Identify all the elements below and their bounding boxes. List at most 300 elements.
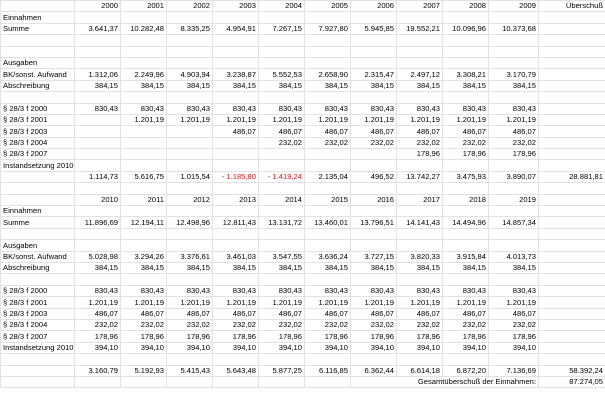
empty-cell[interactable]	[259, 57, 305, 68]
empty-cell[interactable]	[539, 35, 605, 46]
value-cell[interactable]: 7.136,69	[489, 365, 539, 376]
value-cell[interactable]: 2.135,04	[305, 171, 351, 182]
empty-cell[interactable]	[443, 354, 489, 365]
header-cell[interactable]: 2019	[489, 194, 539, 205]
empty-cell[interactable]	[213, 376, 259, 387]
header-cell[interactable]: Überschuß	[539, 1, 605, 12]
value-cell[interactable]: 178,96	[305, 331, 351, 342]
row-label[interactable]: § 28/3 f 2003	[1, 308, 75, 319]
value-cell[interactable]	[167, 149, 213, 160]
value-cell[interactable]: 830,43	[259, 103, 305, 114]
value-cell[interactable]: 3.915,84	[443, 251, 489, 262]
value-cell[interactable]: 1.201,19	[443, 114, 489, 125]
empty-cell[interactable]	[213, 228, 259, 239]
value-cell[interactable]: 5.945,85	[351, 23, 397, 34]
header-cell[interactable]: 2007	[397, 1, 443, 12]
empty-cell[interactable]	[489, 240, 539, 251]
value-cell[interactable]: 178,96	[259, 331, 305, 342]
value-cell[interactable]: 1.201,19	[213, 297, 259, 308]
value-cell[interactable]: 394,10	[75, 342, 121, 353]
value-cell[interactable]: 1.201,19	[351, 297, 397, 308]
value-cell[interactable]: 486,07	[213, 126, 259, 137]
empty-cell[interactable]	[305, 376, 351, 387]
value-cell[interactable]: 830,43	[213, 285, 259, 296]
header-cell[interactable]: 2010	[75, 194, 121, 205]
value-cell[interactable]: 2.249,96	[121, 69, 167, 80]
empty-cell[interactable]	[539, 354, 605, 365]
value-cell[interactable]: 830,43	[489, 285, 539, 296]
row-label[interactable]: Einnahmen	[1, 206, 75, 217]
empty-cell[interactable]	[443, 57, 489, 68]
value-cell[interactable]	[539, 23, 605, 34]
empty-cell[interactable]	[443, 46, 489, 57]
header-cell[interactable]: 2017	[397, 194, 443, 205]
empty-cell[interactable]	[443, 228, 489, 239]
empty-cell[interactable]	[397, 228, 443, 239]
row-label[interactable]: § 28/3 f 2007	[1, 149, 75, 160]
value-cell[interactable]: 384,15	[259, 80, 305, 91]
empty-cell[interactable]	[259, 183, 305, 194]
value-cell[interactable]: 178,96	[351, 331, 397, 342]
value-cell[interactable]: 58.392,24	[539, 365, 605, 376]
empty-cell[interactable]	[259, 274, 305, 285]
value-cell[interactable]: 178,96	[121, 331, 167, 342]
empty-cell[interactable]	[443, 206, 489, 217]
value-cell[interactable]: 232,02	[167, 319, 213, 330]
empty-cell[interactable]	[489, 12, 539, 23]
empty-cell[interactable]	[397, 92, 443, 103]
empty-cell[interactable]	[305, 183, 351, 194]
empty-cell[interactable]	[167, 160, 213, 171]
empty-cell[interactable]	[397, 240, 443, 251]
value-cell[interactable]: 486,07	[397, 126, 443, 137]
row-label[interactable]: Summe	[1, 217, 75, 228]
header-cell[interactable]: 2009	[489, 1, 539, 12]
value-cell[interactable]: 14.141,43	[397, 217, 443, 228]
header-cell[interactable]: 2016	[351, 194, 397, 205]
empty-cell[interactable]	[259, 240, 305, 251]
value-cell[interactable]: 3.890,07	[489, 171, 539, 182]
value-cell[interactable]: 1.201,19	[121, 297, 167, 308]
value-cell[interactable]	[121, 137, 167, 148]
value-cell[interactable]: 830,43	[351, 285, 397, 296]
value-cell[interactable]: 3.170,79	[489, 69, 539, 80]
empty-cell[interactable]	[397, 35, 443, 46]
empty-cell[interactable]	[259, 354, 305, 365]
empty-cell[interactable]	[213, 274, 259, 285]
value-cell[interactable]	[75, 114, 121, 125]
empty-cell[interactable]	[1, 171, 75, 182]
value-cell[interactable]	[539, 69, 605, 80]
empty-cell[interactable]	[305, 35, 351, 46]
value-cell[interactable]: 14.857,34	[489, 217, 539, 228]
value-cell[interactable]: 232,02	[489, 319, 539, 330]
value-cell[interactable]: 1.201,19	[213, 114, 259, 125]
value-cell[interactable]	[539, 285, 605, 296]
value-cell[interactable]: 5.643,48	[213, 365, 259, 376]
row-label[interactable]: Instandsetzung 2010	[1, 342, 75, 353]
value-cell[interactable]: 178,96	[167, 331, 213, 342]
value-cell[interactable]: 178,96	[397, 331, 443, 342]
value-cell[interactable]: 394,10	[397, 342, 443, 353]
empty-cell[interactable]	[305, 206, 351, 217]
header-cell[interactable]: 2012	[167, 194, 213, 205]
value-cell[interactable]: 232,02	[443, 137, 489, 148]
empty-cell[interactable]	[305, 46, 351, 57]
value-cell[interactable]: 384,15	[397, 80, 443, 91]
empty-cell[interactable]	[167, 57, 213, 68]
value-cell[interactable]: 394,10	[489, 342, 539, 353]
row-label[interactable]: § 28/3 f 2000	[1, 103, 75, 114]
value-cell[interactable]: 384,15	[75, 80, 121, 91]
empty-cell[interactable]	[121, 35, 167, 46]
header-cell[interactable]: 2008	[443, 1, 489, 12]
value-cell[interactable]: 12.811,43	[213, 217, 259, 228]
value-cell[interactable]	[75, 126, 121, 137]
value-cell[interactable]: 6.614,18	[397, 365, 443, 376]
value-cell[interactable]: 7.927,80	[305, 23, 351, 34]
value-cell[interactable]	[539, 342, 605, 353]
empty-cell[interactable]	[305, 160, 351, 171]
value-cell[interactable]	[167, 126, 213, 137]
empty-cell[interactable]	[351, 206, 397, 217]
value-cell[interactable]: 232,02	[121, 319, 167, 330]
empty-cell[interactable]	[305, 240, 351, 251]
empty-cell[interactable]	[539, 57, 605, 68]
empty-cell[interactable]	[167, 35, 213, 46]
value-cell[interactable]: 5.028,98	[75, 251, 121, 262]
empty-cell[interactable]	[351, 46, 397, 57]
row-label[interactable]: BK/sonst. Aufwand	[1, 251, 75, 262]
value-cell[interactable]: 14.494,96	[443, 217, 489, 228]
empty-cell[interactable]	[213, 206, 259, 217]
value-cell[interactable]: 384,15	[443, 80, 489, 91]
value-cell[interactable]: 3.160,79	[75, 365, 121, 376]
row-label[interactable]: § 28/3 f 2003	[1, 126, 75, 137]
empty-cell[interactable]	[1, 35, 75, 46]
empty-cell[interactable]	[121, 12, 167, 23]
value-cell[interactable]: 5.192,93	[121, 365, 167, 376]
value-cell[interactable]: 384,15	[167, 262, 213, 273]
value-cell[interactable]: 384,15	[397, 262, 443, 273]
empty-cell[interactable]	[489, 274, 539, 285]
header-cell[interactable]: 2005	[305, 1, 351, 12]
value-cell[interactable]: 486,07	[351, 308, 397, 319]
gesamt-label[interactable]: Gesamtüberschuß der Einnahmen:	[351, 376, 539, 387]
value-cell[interactable]: 384,15	[305, 80, 351, 91]
empty-cell[interactable]	[489, 354, 539, 365]
header-cell[interactable]: 2004	[259, 1, 305, 12]
empty-cell[interactable]	[397, 12, 443, 23]
value-cell[interactable]: 394,10	[443, 342, 489, 353]
value-cell[interactable]: 394,10	[213, 342, 259, 353]
value-cell[interactable]: 830,43	[351, 103, 397, 114]
value-cell[interactable]	[305, 149, 351, 160]
negative-value-cell[interactable]: - 1.185,80	[213, 171, 259, 182]
value-cell[interactable]	[351, 149, 397, 160]
value-cell[interactable]: 384,15	[489, 80, 539, 91]
row-label[interactable]: BK/sonst. Aufwand	[1, 69, 75, 80]
value-cell[interactable]: 232,02	[213, 319, 259, 330]
empty-cell[interactable]	[121, 354, 167, 365]
empty-cell[interactable]	[75, 240, 121, 251]
value-cell[interactable]: 7.267,15	[259, 23, 305, 34]
header-cell[interactable]	[1, 1, 75, 12]
empty-cell[interactable]	[397, 274, 443, 285]
empty-cell[interactable]	[213, 183, 259, 194]
value-cell[interactable]: 486,07	[305, 308, 351, 319]
empty-cell[interactable]	[167, 206, 213, 217]
empty-cell[interactable]	[489, 57, 539, 68]
empty-cell[interactable]	[489, 228, 539, 239]
value-cell[interactable]: 394,10	[167, 342, 213, 353]
empty-cell[interactable]	[75, 57, 121, 68]
value-cell[interactable]: 3.461,03	[213, 251, 259, 262]
value-cell[interactable]: 5.877,25	[259, 365, 305, 376]
value-cell[interactable]	[539, 297, 605, 308]
empty-cell[interactable]	[167, 274, 213, 285]
value-cell[interactable]: 1.312,06	[75, 69, 121, 80]
empty-cell[interactable]	[351, 228, 397, 239]
value-cell[interactable]: 486,07	[397, 308, 443, 319]
empty-cell[interactable]	[443, 183, 489, 194]
value-cell[interactable]: 1.201,19	[259, 114, 305, 125]
value-cell[interactable]: 6.872,20	[443, 365, 489, 376]
value-cell[interactable]	[259, 149, 305, 160]
empty-cell[interactable]	[213, 160, 259, 171]
empty-cell[interactable]	[489, 46, 539, 57]
empty-cell[interactable]	[351, 274, 397, 285]
empty-cell[interactable]	[259, 92, 305, 103]
value-cell[interactable]: 178,96	[75, 331, 121, 342]
empty-cell[interactable]	[121, 274, 167, 285]
row-label[interactable]: Abschreibung	[1, 80, 75, 91]
value-cell[interactable]: 1.201,19	[305, 114, 351, 125]
empty-cell[interactable]	[305, 57, 351, 68]
value-cell[interactable]: 5.616,75	[121, 171, 167, 182]
value-cell[interactable]: 830,43	[121, 103, 167, 114]
empty-cell[interactable]	[351, 92, 397, 103]
value-cell[interactable]	[539, 319, 605, 330]
value-cell[interactable]: 232,02	[351, 137, 397, 148]
value-cell[interactable]: 178,96	[397, 149, 443, 160]
empty-cell[interactable]	[75, 12, 121, 23]
empty-cell[interactable]	[397, 206, 443, 217]
value-cell[interactable]: 486,07	[259, 126, 305, 137]
value-cell[interactable]: 384,15	[121, 80, 167, 91]
value-cell[interactable]: 1.201,19	[259, 297, 305, 308]
empty-cell[interactable]	[351, 183, 397, 194]
header-cell[interactable]: 2002	[167, 1, 213, 12]
row-label[interactable]: Summe	[1, 23, 75, 34]
value-cell[interactable]: 830,43	[443, 285, 489, 296]
header-cell[interactable]: 2018	[443, 194, 489, 205]
empty-cell[interactable]	[121, 46, 167, 57]
empty-cell[interactable]	[213, 92, 259, 103]
value-cell[interactable]: 1.201,19	[167, 114, 213, 125]
empty-cell[interactable]	[75, 35, 121, 46]
value-cell[interactable]: 13.796,51	[351, 217, 397, 228]
header-cell[interactable]: 2001	[121, 1, 167, 12]
empty-cell[interactable]	[443, 12, 489, 23]
empty-cell[interactable]	[121, 206, 167, 217]
value-cell[interactable]: 830,43	[121, 285, 167, 296]
value-cell[interactable]	[539, 308, 605, 319]
value-cell[interactable]: 178,96	[213, 331, 259, 342]
value-cell[interactable]: 6.116,85	[305, 365, 351, 376]
value-cell[interactable]: 486,07	[305, 126, 351, 137]
empty-cell[interactable]	[75, 376, 121, 387]
gesamt-value[interactable]: 87.274,05	[539, 376, 605, 387]
value-cell[interactable]: 4.954,91	[213, 23, 259, 34]
value-cell[interactable]: 384,15	[167, 80, 213, 91]
empty-cell[interactable]	[259, 35, 305, 46]
value-cell[interactable]: 3.238,87	[213, 69, 259, 80]
value-cell[interactable]: 384,15	[75, 262, 121, 273]
empty-cell[interactable]	[443, 160, 489, 171]
empty-cell[interactable]	[539, 160, 605, 171]
value-cell[interactable]: 232,02	[397, 137, 443, 148]
value-cell[interactable]: 10.282,48	[121, 23, 167, 34]
empty-cell[interactable]	[259, 12, 305, 23]
header-cell[interactable]	[539, 194, 605, 205]
empty-cell[interactable]	[489, 35, 539, 46]
empty-cell[interactable]	[75, 92, 121, 103]
value-cell[interactable]: 1.015,54	[167, 171, 213, 182]
empty-cell[interactable]	[305, 354, 351, 365]
empty-cell[interactable]	[539, 206, 605, 217]
empty-cell[interactable]	[213, 35, 259, 46]
empty-cell[interactable]	[489, 206, 539, 217]
value-cell[interactable]: 232,02	[75, 319, 121, 330]
value-cell[interactable]: 1.114,73	[75, 171, 121, 182]
empty-cell[interactable]	[213, 240, 259, 251]
value-cell[interactable]: 19.552,21	[397, 23, 443, 34]
value-cell[interactable]: 5.552,53	[259, 69, 305, 80]
value-cell[interactable]: 384,15	[351, 80, 397, 91]
empty-cell[interactable]	[75, 274, 121, 285]
empty-cell[interactable]	[75, 354, 121, 365]
value-cell[interactable]: 28.881,81	[539, 171, 605, 182]
value-cell[interactable]: 3.820,33	[397, 251, 443, 262]
value-cell[interactable]: 486,07	[489, 126, 539, 137]
empty-cell[interactable]	[443, 35, 489, 46]
empty-cell[interactable]	[305, 92, 351, 103]
empty-cell[interactable]	[167, 354, 213, 365]
value-cell[interactable]: 486,07	[351, 126, 397, 137]
empty-cell[interactable]	[1, 354, 75, 365]
value-cell[interactable]: 486,07	[167, 308, 213, 319]
empty-cell[interactable]	[539, 12, 605, 23]
value-cell[interactable]: 384,15	[213, 80, 259, 91]
value-cell[interactable]: 3.308,21	[443, 69, 489, 80]
negative-value-cell[interactable]: - 1.419,24	[259, 171, 305, 182]
value-cell[interactable]	[75, 137, 121, 148]
empty-cell[interactable]	[213, 354, 259, 365]
value-cell[interactable]: 8.335,25	[167, 23, 213, 34]
value-cell[interactable]: 1.201,19	[75, 297, 121, 308]
value-cell[interactable]: 486,07	[121, 308, 167, 319]
value-cell[interactable]: 232,02	[305, 319, 351, 330]
value-cell[interactable]	[539, 262, 605, 273]
empty-cell[interactable]	[75, 183, 121, 194]
value-cell[interactable]: 1.201,19	[397, 114, 443, 125]
empty-cell[interactable]	[213, 46, 259, 57]
empty-cell[interactable]	[305, 228, 351, 239]
value-cell[interactable]: 5.415,43	[167, 365, 213, 376]
value-cell[interactable]: 486,07	[489, 308, 539, 319]
value-cell[interactable]: 3.641,37	[75, 23, 121, 34]
value-cell[interactable]: 1.201,19	[489, 297, 539, 308]
empty-cell[interactable]	[121, 240, 167, 251]
empty-cell[interactable]	[539, 46, 605, 57]
value-cell[interactable]: 830,43	[213, 103, 259, 114]
row-label[interactable]: § 28/3 f 2004	[1, 137, 75, 148]
empty-cell[interactable]	[539, 274, 605, 285]
empty-cell[interactable]	[489, 183, 539, 194]
value-cell[interactable]: 394,10	[259, 342, 305, 353]
empty-cell[interactable]	[305, 274, 351, 285]
value-cell[interactable]: 232,02	[351, 319, 397, 330]
value-cell[interactable]: 232,02	[305, 137, 351, 148]
value-cell[interactable]: 3.294,26	[121, 251, 167, 262]
empty-cell[interactable]	[443, 240, 489, 251]
value-cell[interactable]: 486,07	[259, 308, 305, 319]
value-cell[interactable]: 486,07	[443, 126, 489, 137]
value-cell[interactable]: 3.547,55	[259, 251, 305, 262]
value-cell[interactable]	[539, 217, 605, 228]
value-cell[interactable]	[539, 103, 605, 114]
value-cell[interactable]	[539, 331, 605, 342]
empty-cell[interactable]	[259, 160, 305, 171]
value-cell[interactable]	[75, 149, 121, 160]
empty-cell[interactable]	[1, 365, 75, 376]
value-cell[interactable]: 830,43	[167, 285, 213, 296]
value-cell[interactable]: 10.096,96	[443, 23, 489, 34]
empty-cell[interactable]	[1, 228, 75, 239]
empty-cell[interactable]	[1, 274, 75, 285]
value-cell[interactable]	[539, 251, 605, 262]
empty-cell[interactable]	[397, 57, 443, 68]
empty-cell[interactable]	[121, 376, 167, 387]
header-cell[interactable]: 2015	[305, 194, 351, 205]
empty-cell[interactable]	[167, 92, 213, 103]
empty-cell[interactable]	[397, 160, 443, 171]
empty-cell[interactable]	[213, 12, 259, 23]
value-cell[interactable]	[539, 149, 605, 160]
value-cell[interactable]: 830,43	[75, 103, 121, 114]
empty-cell[interactable]	[443, 92, 489, 103]
value-cell[interactable]	[539, 126, 605, 137]
value-cell[interactable]: 178,96	[443, 149, 489, 160]
value-cell[interactable]: 232,02	[259, 137, 305, 148]
value-cell[interactable]: 830,43	[443, 103, 489, 114]
empty-cell[interactable]	[75, 160, 121, 171]
header-cell[interactable]: 2014	[259, 194, 305, 205]
header-cell[interactable]: 2011	[121, 194, 167, 205]
empty-cell[interactable]	[167, 228, 213, 239]
header-cell[interactable]	[1, 194, 75, 205]
empty-cell[interactable]	[259, 206, 305, 217]
value-cell[interactable]: 10.373,68	[489, 23, 539, 34]
empty-cell[interactable]	[75, 206, 121, 217]
empty-cell[interactable]	[489, 160, 539, 171]
value-cell[interactable]	[213, 137, 259, 148]
value-cell[interactable]: 1.201,19	[305, 297, 351, 308]
empty-cell[interactable]	[259, 228, 305, 239]
value-cell[interactable]: 384,15	[443, 262, 489, 273]
value-cell[interactable]: 4.903,94	[167, 69, 213, 80]
